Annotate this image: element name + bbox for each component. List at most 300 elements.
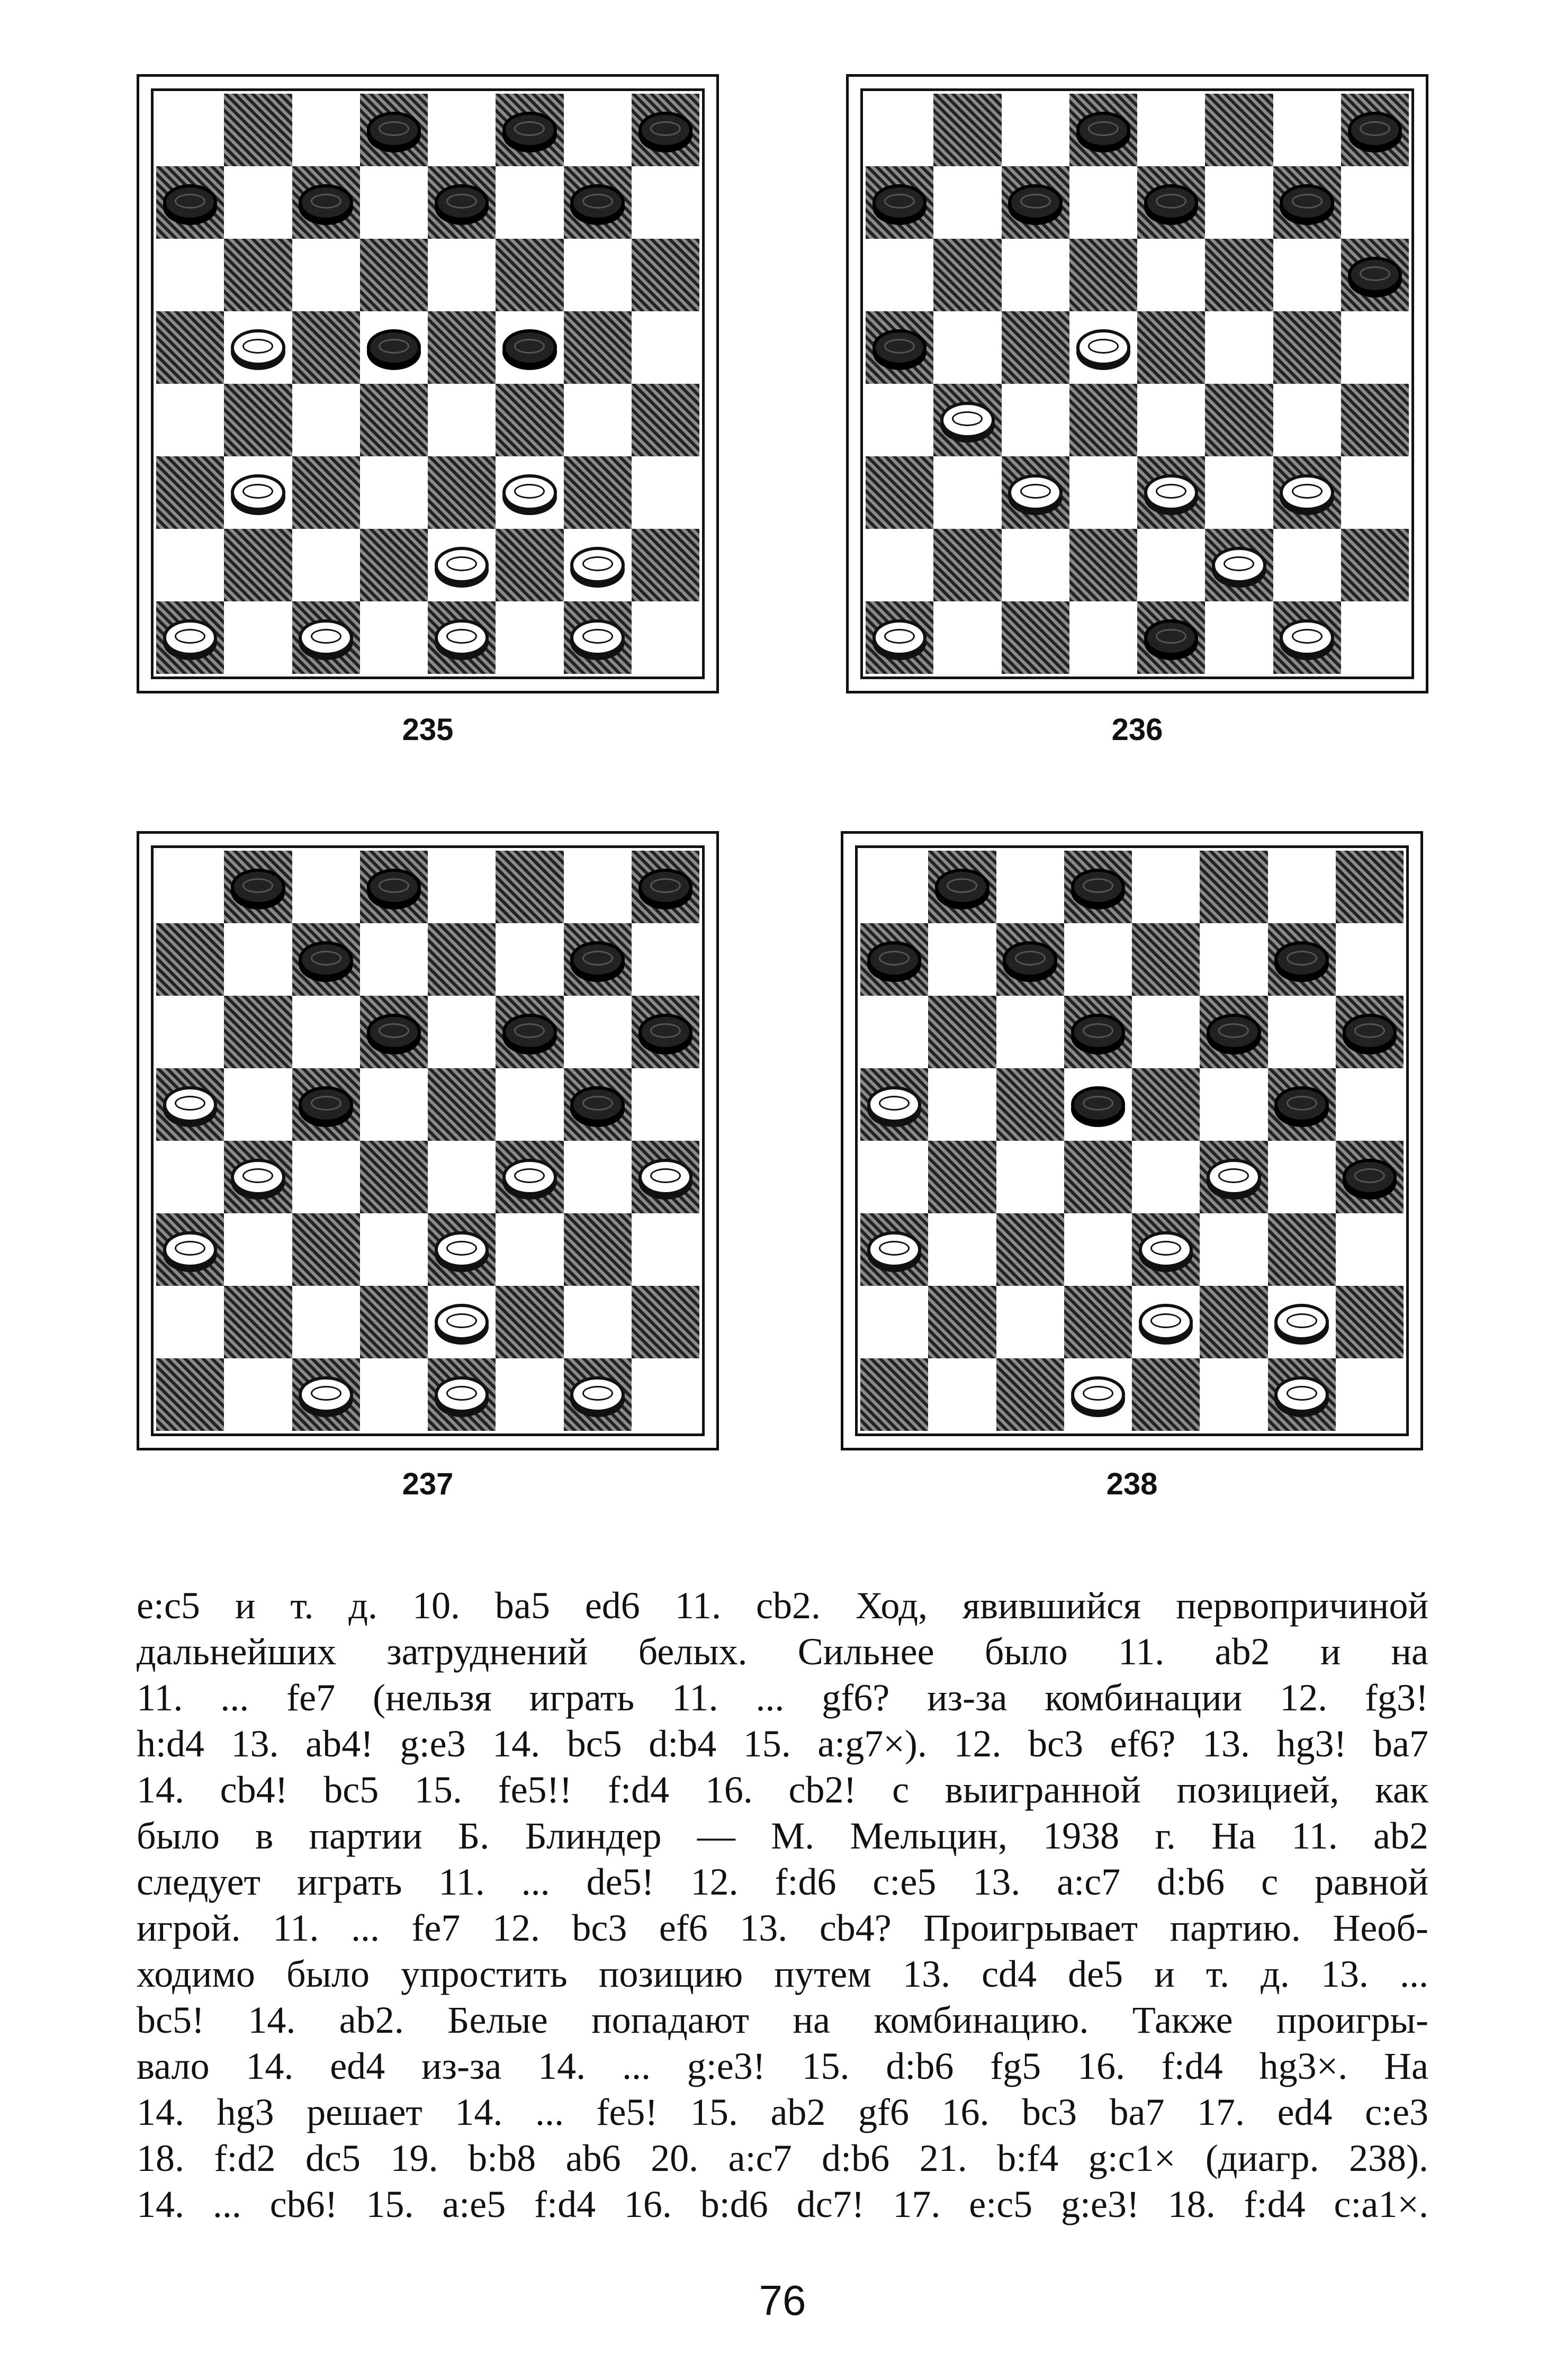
dark-square	[1002, 166, 1069, 239]
light-square	[928, 1358, 996, 1431]
light-square	[1064, 923, 1132, 996]
light-square	[224, 166, 292, 239]
dark-square	[360, 996, 428, 1068]
light-square	[428, 996, 496, 1068]
black-checker-icon	[873, 329, 927, 366]
light-square	[428, 851, 496, 923]
black-checker-icon	[502, 112, 557, 148]
light-square	[224, 456, 292, 529]
light-square	[928, 1213, 996, 1286]
light-square	[156, 1141, 224, 1213]
dark-square	[564, 1213, 632, 1286]
dark-square	[428, 166, 496, 239]
light-square	[292, 384, 360, 456]
dark-square	[1002, 456, 1069, 529]
dark-square	[1064, 851, 1132, 923]
text-line: следует играть 11. ... de5! 12. f:d6 c:e5 13. a:c7 d:b6 с равной	[137, 1861, 1428, 1903]
black-checker-icon	[638, 1014, 693, 1050]
white-checker-icon	[570, 1376, 625, 1413]
dark-square	[1132, 923, 1200, 996]
dark-square	[866, 601, 933, 674]
dark-square	[156, 601, 224, 674]
light-square	[1064, 1213, 1132, 1286]
light-square	[1336, 1213, 1404, 1286]
dark-square	[224, 851, 292, 923]
dark-square	[292, 1068, 360, 1141]
dark-square	[496, 239, 563, 311]
light-square	[996, 1286, 1064, 1358]
dark-square	[496, 384, 563, 456]
light-square	[1137, 239, 1205, 311]
light-square	[1137, 529, 1205, 601]
dark-square	[224, 94, 292, 166]
white-checker-icon	[1071, 1376, 1126, 1413]
dark-square	[1273, 166, 1341, 239]
dark-square	[1268, 1213, 1336, 1286]
black-checker-icon	[1071, 1014, 1126, 1050]
page-number: 76	[759, 2277, 806, 2324]
white-checker-icon	[1274, 1376, 1329, 1413]
light-square	[1341, 311, 1409, 384]
black-checker-icon	[570, 1086, 625, 1123]
dark-square	[496, 1286, 563, 1358]
dark-square	[928, 851, 996, 923]
dark-square	[632, 94, 699, 166]
light-square	[564, 1286, 632, 1358]
dark-square	[224, 384, 292, 456]
white-checker-icon	[163, 1231, 218, 1268]
dark-square	[632, 1141, 699, 1213]
light-square	[292, 529, 360, 601]
text-line: вало 14. ed4 из-за 14. ... g:e3! 15. d:b6 fg5 16. f:d4 hg3×. На	[137, 2045, 1428, 2087]
dark-square	[360, 384, 428, 456]
dark-square	[360, 239, 428, 311]
dark-square	[1273, 311, 1341, 384]
dark-square	[1132, 1358, 1200, 1431]
dark-square	[933, 384, 1001, 456]
light-square	[1064, 1068, 1132, 1141]
annotation-text	[137, 1583, 1428, 2228]
white-checker-icon	[638, 1159, 693, 1195]
light-square	[156, 384, 224, 456]
light-square	[866, 529, 933, 601]
light-square	[360, 311, 428, 384]
light-square	[1137, 94, 1205, 166]
light-square	[933, 601, 1001, 674]
dark-square	[1069, 239, 1137, 311]
dark-square	[1336, 1286, 1404, 1358]
light-square	[564, 851, 632, 923]
black-checker-icon	[1348, 257, 1402, 293]
light-square	[860, 851, 928, 923]
black-checker-icon	[570, 184, 625, 221]
light-square	[996, 1141, 1064, 1213]
white-checker-icon	[1008, 474, 1063, 511]
light-square	[632, 456, 699, 529]
white-checker-icon	[435, 1231, 489, 1268]
black-checker-icon	[435, 184, 489, 221]
dark-square	[360, 1286, 428, 1358]
dark-square	[1268, 923, 1336, 996]
light-square	[1132, 1286, 1200, 1358]
board-frame	[151, 845, 705, 1436]
black-checker-icon	[367, 112, 421, 148]
dark-square	[360, 529, 428, 601]
dark-square	[996, 1213, 1064, 1286]
dark-square	[156, 1213, 224, 1286]
black-checker-icon	[873, 184, 927, 221]
black-checker-icon	[502, 1014, 557, 1050]
white-checker-icon	[231, 329, 285, 366]
light-square	[564, 239, 632, 311]
light-square	[156, 851, 224, 923]
white-checker-icon	[1139, 1304, 1193, 1340]
dark-square	[428, 923, 496, 996]
dark-square	[1069, 384, 1137, 456]
text-line: дальнейших затруднений белых. Сильнее было 11. ab2 и на	[137, 1630, 1428, 1673]
dark-square	[224, 529, 292, 601]
light-square	[632, 1068, 699, 1141]
light-square	[292, 1141, 360, 1213]
light-square	[428, 94, 496, 166]
light-square	[1336, 923, 1404, 996]
dark-square	[496, 1141, 563, 1213]
light-square	[156, 529, 224, 601]
dark-square	[1069, 529, 1137, 601]
text-line: игрой. 11. ... fe7 12. bc3 ef6 13. cb4? Проигрывает партию. Необ-	[137, 1907, 1428, 1949]
dark-square	[1273, 601, 1341, 674]
light-square	[860, 1141, 928, 1213]
white-checker-icon	[502, 474, 557, 511]
dark-square	[928, 1286, 996, 1358]
light-square	[1341, 456, 1409, 529]
text-line: 14. ... cb6! 15. a:e5 f:d4 16. b:d6 dc7! 17. e:c5 g:e3! 18. f:d4 c:a1×.	[137, 2183, 1428, 2225]
light-square	[496, 923, 563, 996]
black-checker-icon	[1144, 619, 1199, 656]
dark-square	[996, 1358, 1064, 1431]
light-square	[1205, 311, 1273, 384]
white-checker-icon	[435, 547, 489, 583]
dark-square	[564, 923, 632, 996]
black-checker-icon	[367, 1014, 421, 1050]
light-square	[928, 1068, 996, 1141]
light-square	[496, 311, 563, 384]
light-square	[496, 166, 563, 239]
dark-square	[292, 1358, 360, 1431]
dark-square	[156, 456, 224, 529]
white-checker-icon	[231, 1159, 285, 1195]
dark-square	[1341, 239, 1409, 311]
dark-square	[496, 996, 563, 1068]
white-checker-icon	[867, 1231, 922, 1268]
light-square	[1132, 996, 1200, 1068]
light-square	[1205, 601, 1273, 674]
dark-square	[156, 311, 224, 384]
light-square	[1205, 166, 1273, 239]
dark-square	[1336, 851, 1404, 923]
dark-square	[933, 94, 1001, 166]
black-checker-icon	[1076, 112, 1131, 148]
light-square	[292, 996, 360, 1068]
black-checker-icon	[638, 869, 693, 905]
white-checker-icon	[435, 619, 489, 656]
dark-square	[1137, 601, 1205, 674]
light-square	[632, 1358, 699, 1431]
dark-square	[866, 456, 933, 529]
dark-square	[564, 1358, 632, 1431]
black-checker-icon	[1144, 184, 1199, 221]
dark-square	[1137, 456, 1205, 529]
board-frame	[855, 845, 1409, 1436]
dark-square	[156, 166, 224, 239]
text-line: h:d4 13. ab4! g:e3 14. bc5 d:b4 15. a:g7×). 12. bc3 ef6? 13. hg3! ba7	[137, 1723, 1428, 1765]
black-checker-icon	[1343, 1159, 1397, 1195]
diagram-238-board	[841, 831, 1423, 1450]
dark-square	[1002, 311, 1069, 384]
light-square	[564, 384, 632, 456]
light-square	[360, 1068, 428, 1141]
black-checker-icon	[299, 184, 353, 221]
white-checker-icon	[435, 1376, 489, 1413]
white-checker-icon	[570, 547, 625, 583]
dark-square	[928, 996, 996, 1068]
dark-square	[928, 1141, 996, 1213]
light-square	[156, 94, 224, 166]
dark-square	[1273, 456, 1341, 529]
black-checker-icon	[867, 941, 922, 978]
dark-square	[428, 1213, 496, 1286]
light-square	[1205, 456, 1273, 529]
black-checker-icon	[1274, 941, 1329, 978]
text-line: 11. ... fe7 (нельзя играть 11. ... gf6? из-за комбинации 12. fg3!	[137, 1676, 1428, 1719]
white-checker-icon	[1139, 1231, 1193, 1268]
white-checker-icon	[1212, 547, 1266, 583]
light-square	[1132, 851, 1200, 923]
white-checker-icon	[1144, 474, 1199, 511]
light-square	[360, 456, 428, 529]
dark-square	[428, 1068, 496, 1141]
light-square	[360, 923, 428, 996]
black-checker-icon	[638, 112, 693, 148]
black-checker-icon	[1071, 1086, 1126, 1123]
board-grid	[156, 851, 699, 1431]
light-square	[1064, 1358, 1132, 1431]
dark-square	[156, 1068, 224, 1141]
white-checker-icon	[1207, 1159, 1261, 1195]
dark-square	[564, 456, 632, 529]
white-checker-icon	[1076, 329, 1131, 366]
black-checker-icon	[1008, 184, 1063, 221]
dark-square	[632, 996, 699, 1068]
black-checker-icon	[367, 329, 421, 366]
dark-square	[1132, 1213, 1200, 1286]
dark-square	[292, 923, 360, 996]
dark-square	[564, 1068, 632, 1141]
light-square	[564, 1141, 632, 1213]
light-square	[428, 1286, 496, 1358]
dark-square	[632, 529, 699, 601]
black-checker-icon	[570, 941, 625, 978]
diagram-caption: 235	[402, 713, 454, 747]
light-square	[428, 1141, 496, 1213]
white-checker-icon	[231, 474, 285, 511]
white-checker-icon	[299, 1376, 353, 1413]
light-square	[996, 996, 1064, 1068]
dark-square	[360, 851, 428, 923]
light-square	[1268, 851, 1336, 923]
dark-square	[360, 1141, 428, 1213]
light-square	[933, 166, 1001, 239]
dark-square	[292, 1213, 360, 1286]
light-square	[1341, 166, 1409, 239]
white-checker-icon	[163, 619, 218, 656]
light-square	[224, 311, 292, 384]
dark-square	[428, 456, 496, 529]
light-square	[496, 1358, 563, 1431]
board-grid	[860, 851, 1404, 1431]
light-square	[1268, 1286, 1336, 1358]
dark-square	[360, 94, 428, 166]
light-square	[996, 851, 1064, 923]
light-square	[224, 1213, 292, 1286]
light-square	[1069, 601, 1137, 674]
light-square	[1069, 166, 1137, 239]
dark-square	[1336, 996, 1404, 1068]
dark-square	[1200, 1286, 1267, 1358]
black-checker-icon	[1274, 1086, 1329, 1123]
white-checker-icon	[163, 1086, 218, 1123]
text-line: 14. hg3 решает 14. ... fe5! 15. ab2 gf6 16. bc3 ba7 17. ed4 c:e3	[137, 2091, 1428, 2133]
dark-square	[292, 311, 360, 384]
dark-square	[428, 601, 496, 674]
white-checker-icon	[1280, 619, 1334, 656]
dark-square	[632, 851, 699, 923]
black-checker-icon	[1343, 1014, 1397, 1050]
light-square	[1002, 94, 1069, 166]
dark-square	[996, 923, 1064, 996]
dark-square	[860, 923, 928, 996]
dark-square	[156, 1358, 224, 1431]
dark-square	[1205, 94, 1273, 166]
light-square	[156, 1286, 224, 1358]
light-square	[1341, 601, 1409, 674]
dark-square	[1341, 384, 1409, 456]
black-checker-icon	[502, 329, 557, 366]
white-checker-icon	[502, 1159, 557, 1195]
dark-square	[996, 1068, 1064, 1141]
light-square	[933, 311, 1001, 384]
light-square	[360, 1213, 428, 1286]
light-square	[866, 239, 933, 311]
white-checker-icon	[1274, 1304, 1329, 1340]
light-square	[292, 1286, 360, 1358]
dark-square	[292, 601, 360, 674]
light-square	[1200, 1213, 1267, 1286]
dark-square	[1205, 384, 1273, 456]
diagram-236-board	[846, 74, 1428, 693]
light-square	[564, 529, 632, 601]
light-square	[632, 311, 699, 384]
light-square	[866, 94, 933, 166]
light-square	[1200, 1358, 1267, 1431]
dark-square	[428, 1358, 496, 1431]
board-frame	[860, 88, 1414, 679]
light-square	[292, 239, 360, 311]
light-square	[428, 529, 496, 601]
dark-square	[1268, 1068, 1336, 1141]
dark-square	[1205, 529, 1273, 601]
light-square	[496, 601, 563, 674]
dark-square	[224, 996, 292, 1068]
text-line: 18. f:d2 dc5 19. b:b8 ab6 20. a:c7 d:b6 21. b:f4 g:c1× (диагр. 238).	[137, 2137, 1428, 2179]
dark-square	[860, 1213, 928, 1286]
dark-square	[564, 166, 632, 239]
diagram-caption: 236	[1111, 713, 1163, 747]
board-grid	[866, 94, 1409, 674]
light-square	[360, 601, 428, 674]
dark-square	[1064, 1286, 1132, 1358]
dark-square	[866, 311, 933, 384]
light-square	[1273, 384, 1341, 456]
light-square	[1069, 311, 1137, 384]
white-checker-icon	[873, 619, 927, 656]
light-square	[156, 239, 224, 311]
light-square	[224, 601, 292, 674]
dark-square	[1200, 851, 1267, 923]
dark-square	[224, 1286, 292, 1358]
light-square	[1336, 1358, 1404, 1431]
dark-square	[1064, 1141, 1132, 1213]
dark-square	[1069, 94, 1137, 166]
dark-square	[292, 166, 360, 239]
board-frame	[151, 88, 705, 679]
black-checker-icon	[1071, 869, 1126, 905]
light-square	[860, 1286, 928, 1358]
light-square	[428, 239, 496, 311]
dark-square	[1137, 311, 1205, 384]
light-square	[933, 456, 1001, 529]
dark-square	[1002, 601, 1069, 674]
black-checker-icon	[299, 941, 353, 978]
light-square	[1137, 384, 1205, 456]
white-checker-icon	[1280, 474, 1334, 511]
light-square	[1336, 1068, 1404, 1141]
light-square	[1002, 529, 1069, 601]
dark-square	[632, 1286, 699, 1358]
light-square	[1268, 996, 1336, 1068]
black-checker-icon	[1207, 1014, 1261, 1050]
light-square	[928, 923, 996, 996]
dark-square	[496, 94, 563, 166]
diagram-235-board	[137, 74, 719, 693]
dark-square	[156, 923, 224, 996]
light-square	[1268, 1141, 1336, 1213]
board-grid	[156, 94, 699, 674]
light-square	[360, 1358, 428, 1431]
light-square	[564, 996, 632, 1068]
light-square	[496, 1068, 563, 1141]
diagram-237-board	[137, 831, 719, 1450]
light-square	[496, 456, 563, 529]
light-square	[866, 384, 933, 456]
white-checker-icon	[570, 619, 625, 656]
dark-square	[1341, 529, 1409, 601]
white-checker-icon	[867, 1086, 922, 1123]
dark-square	[860, 1068, 928, 1141]
dark-square	[224, 239, 292, 311]
dark-square	[292, 456, 360, 529]
black-checker-icon	[163, 184, 218, 221]
